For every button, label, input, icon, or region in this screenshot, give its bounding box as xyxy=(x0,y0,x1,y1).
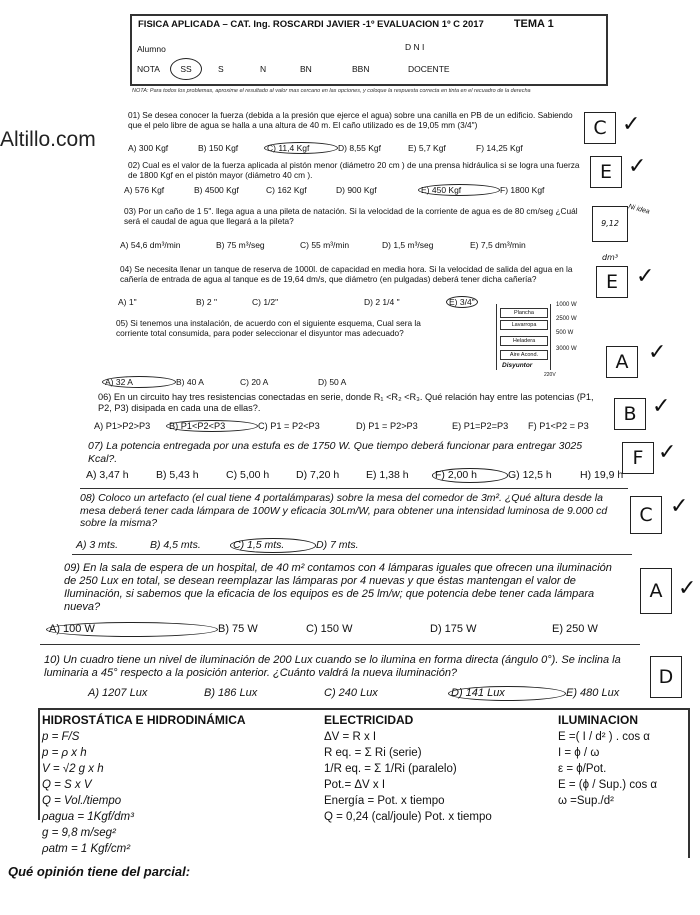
question-10-text: 10) Un cuadro tiene un nivel de iluminación de 200 Lux cuando se lo ilumina en forma directa (ángulo 0°). Se inclina la luminaria a 45° respecto a la posición anterior. ¿Cuánto valdrá la nueva iluminación? xyxy=(44,654,621,679)
question-9-text: 09) En la sala de espera de un hospital, de 40 m² contamos con 4 lámparas iguales que ofrecen una iluminación de 250 Lux en total, se desean reemplazar las lámparas por 4 nuevas y que éstas mantengan el valor de Iluminación, si sabemos que la eficacia de los equipos es de 25 lm/w; que potencia debe tener cada lámpara nueva? xyxy=(64,562,612,613)
question-2-text: 02) Cual es el valor de la fuerza aplicada al pistón menor (diámetro 20 cm ) de una prensa hidráulica si se logra una fuerza de 1800 Kgf en el pistón mayor (diámetro 40 cm ). xyxy=(128,160,580,180)
header-left-line xyxy=(130,14,132,84)
answer-box-9: A xyxy=(640,568,672,614)
grade-bbn: BBN xyxy=(352,64,370,74)
nota-label: NOTA xyxy=(137,64,160,74)
formulas-elec: ELECTRICIDAD ΔV = R x I R eq. = Σ Ri (serie) 1/R eq. = Σ 1/Ri (paralelo) Pot.= ΔV x I Energía = Pot. x tiempo Q = 0,24 (cal/joule) Pot. x tiempo xyxy=(324,713,492,823)
question-9 xyxy=(64,562,622,614)
question-5-options: A) 32 A B) 40 A C) 20 A D) 50 A xyxy=(102,376,346,388)
check-7-icon: ✓ xyxy=(658,440,677,465)
check-9-icon: ✓ xyxy=(678,576,697,601)
circuit-diagram xyxy=(492,300,584,378)
elec-title: ELECTRICIDAD xyxy=(324,713,414,727)
question-8-text: 08) Coloco un artefacto (el cual tiene 4 portalámparas) sobre la mesa del comedor de 3m². ¿Qué altura desde la mesa deberá tener cada lámpara de 100W y eficacia 30Lm/W, para obtener una intensidad luminosa de 9.000 cd sobre la misma? xyxy=(80,492,608,529)
question-8-options: A) 3 mts. B) 4,5 mts. C) 1,5 mts. D) 7 mts. xyxy=(76,539,359,551)
header-bottom-line xyxy=(130,84,608,86)
question-8 xyxy=(80,492,610,530)
answer-box-7: F xyxy=(622,442,654,474)
formulas-left-line xyxy=(38,708,40,820)
check-6-icon: ✓ xyxy=(652,394,671,419)
alumno-label: Alumno xyxy=(137,44,166,54)
diagram-watt-4: 3000 W xyxy=(556,346,577,352)
divider-7 xyxy=(80,488,628,489)
diagram-item-aire: Aire Acond. xyxy=(500,350,548,360)
docente-label: DOCENTE xyxy=(408,64,450,74)
tema-label: TEMA 1 xyxy=(513,18,554,30)
divider-9 xyxy=(40,644,640,645)
grade-bn: BN xyxy=(300,64,312,74)
answer-box-6: B xyxy=(614,398,646,430)
answer-box-3: 9,12 dm³ xyxy=(592,206,628,242)
header-right-line xyxy=(606,14,608,84)
question-5-text: 05) Si tenemos una instalación, de acuerdo con el siguiente esquema, Cual sera la corriente total consumida, para poder seleccionar el disyuntor mas adecuado? xyxy=(116,318,421,338)
dni-label: D N I xyxy=(405,42,425,52)
diagram-item-heladera: Heladera xyxy=(500,336,548,346)
question-7-text: 07) La potencia entregada por una estufa es de 1750 W. Que tiempo deberá funcionar para entregar 3025 Kcal?. xyxy=(88,440,583,465)
question-10-options: A) 1207 Lux B) 186 Lux C) 240 Lux D) 141 Lux E) 480 Lux xyxy=(88,687,620,699)
formulas-right-line xyxy=(688,708,690,858)
grade-n: N xyxy=(260,64,267,74)
question-6-options: A) P1>P2>P3 B) P1<P2<P3 C) P1 = P2<P3 D) P1 = P2>P3 E) P1=P2=P3 F) P1<P2 = P3 xyxy=(94,421,589,431)
diagram-watt-1: 1000 W xyxy=(556,302,577,308)
question-7 xyxy=(88,440,608,465)
question-3-options: A) 54,6 dm³/min B) 75 m³/seg C) 55 m³/min D) 1,5 m³/seg E) 7,5 dm³/min xyxy=(120,240,526,250)
grade-ss: SS xyxy=(170,58,202,80)
question-2-options: A) 576 Kgf B) 4500 Kgf C) 162 Kgf D) 900 Kgf E) 450 Kgf F) 1800 Kgf xyxy=(124,185,545,195)
question-4-text: 04) Se necesita llenar un tanque de reserva de 1000l. de capacidad en media hora. Si la velocidad de salida del agua en la cañería de entrada de agua al tanque es de 19,64 dm/s, que diámetro (en pulgadas) deberá tener dicha cañería? xyxy=(120,264,573,284)
question-7-options: A) 3,47 h B) 5,43 h C) 5,00 h D) 7,20 h E) 1,38 h F) 2,00 h G) 12,5 h H) 19,9 h xyxy=(86,469,624,481)
divider-8 xyxy=(72,554,632,555)
watermark: Altillo.com xyxy=(0,128,96,151)
question-10 xyxy=(44,654,644,680)
ilum-title: ILUMINACION xyxy=(558,713,638,727)
answer-box-5: A xyxy=(606,346,638,378)
instructions-note: NOTA: Para todos los problemas, aproxime el resultado al valor mas cercano en las opciones, y coloque la respuesta correcta en tinta en el recuadro de la derecha xyxy=(132,88,531,94)
handwritten-note: Ni idea xyxy=(627,203,651,216)
diagram-item-lavarropa: Lavarropa xyxy=(500,320,548,330)
diagram-item-plancha: Plancha xyxy=(500,308,548,318)
formulas-top-line xyxy=(38,708,690,710)
check-8-icon: ✓ xyxy=(670,494,689,519)
question-6-text: 06) En un circuito hay tres resistencias conectadas en serie, donde R₁ <R₂ <R₃. Qué relación hay entre las potencias (P1, P2, P3) disipada en cada una de ellas?. xyxy=(98,392,594,413)
diagram-watt-2: 2500 W xyxy=(556,316,577,322)
grade-s: S xyxy=(218,64,224,74)
answer-box-1: C xyxy=(584,112,616,144)
question-9-options: A) 100 W B) 75 W C) 150 W D) 175 W E) 250 W xyxy=(46,622,598,637)
header-title: FISICA APLICADA – CAT. Ing. ROSCARDI JAVIER -1º EVALUACION 1º C 2017 TEMA 1 xyxy=(138,18,554,30)
hidro-title: HIDROSTÁTICA E HIDRODINÁMICA xyxy=(42,713,246,727)
footer-opinion-label: Qué opinión tiene del parcial: xyxy=(8,864,191,879)
answer-box-8: C xyxy=(630,496,662,534)
question-1-text: 01) Se desea conocer la fuerza (debida a la presión que ejerce el agua) sobre una canilla en PB de un edificio. Sabiendo que el pelo libre de agua se halla a una altura de 40 m. El caño utilizado es de 19,05 mm (3/4") xyxy=(128,110,573,130)
answer-box-2: E xyxy=(590,156,622,188)
check-2-icon: ✓ xyxy=(628,154,647,179)
question-3-text: 03) Por un caño de 1 5". llega agua a una pileta de natación. Si la velocidad de la corriente de agua es de 80 cm/seg ¿Cuál será el caudal de agua que llegará a la pileta? xyxy=(124,206,578,226)
check-5-icon: ✓ xyxy=(648,340,667,365)
question-4-options: A) 1" B) 2 " C) 1/2" D) 2 1/4 " E) 3/4" xyxy=(118,296,478,308)
answer-box-10: D xyxy=(650,656,682,698)
formulas-hidro: HIDROSTÁTICA E HIDRODINÁMICA p = F/S p = ρ x h V = √2 g x h Q = S x V Q = Vol./tiempo ρagua = 1Kgf/dm³ g = 9,8 m/seg² ρatm = 1 Kgf/cm² xyxy=(42,713,246,855)
check-4-icon: ✓ xyxy=(636,264,655,289)
diagram-disyuntor: Disyuntor xyxy=(502,362,533,369)
answer-box-4: E xyxy=(596,266,628,298)
question-1-options: A) 300 Kgf B) 150 Kgf C) 11,4 Kgf D) 8,55 Kgf E) 5,7 Kgf F) 14,25 Kgf xyxy=(128,143,523,153)
diagram-watt-3: 500 W xyxy=(556,330,574,336)
check-1-icon: ✓ xyxy=(622,112,641,137)
header-top-line xyxy=(130,14,608,16)
formulas-ilum: ILUMINACION E =( I / d² ) . cos α I = ϕ / ω ε = ϕ/Pot. E = (ϕ / Sup.) cos α ω =Sup./d² xyxy=(558,713,658,807)
diagram-voltage: 220V xyxy=(544,372,556,378)
